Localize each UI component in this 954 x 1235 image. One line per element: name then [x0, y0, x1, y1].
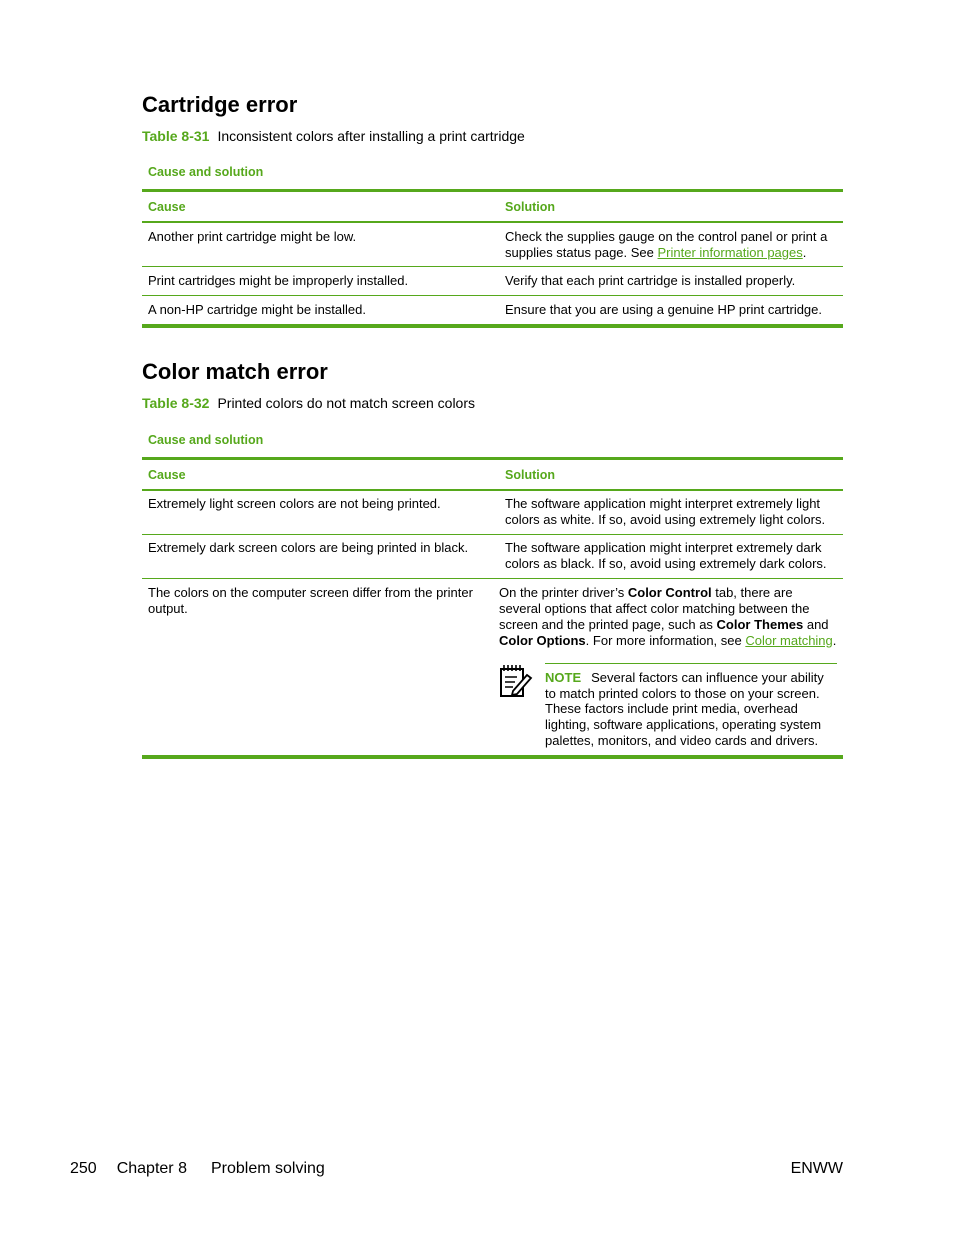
color-themes-term: Color Themes: [716, 617, 804, 632]
note-body: [545, 663, 837, 757]
table-row: [142, 491, 843, 535]
solution-cell: Ensure that you are using a genuine HP print cartridge.: [505, 302, 823, 317]
table-row: [142, 579, 843, 755]
solution-text-end: .: [802, 245, 807, 260]
table-number: Table 8-32: [142, 395, 210, 411]
table-number: Table 8-31: [142, 128, 210, 144]
table-bottom-rule: [142, 324, 843, 328]
column-header-solution: Solution: [505, 468, 555, 482]
table-header-row: [142, 192, 843, 223]
solution-text: On the printer driver’s: [499, 585, 628, 600]
cartridge-error-table: [142, 163, 843, 328]
solution-cell: Verify that each print cartridge is installed properly.: [505, 273, 796, 288]
solution-text: . For more information, see: [585, 633, 746, 648]
solution-paragraph: [499, 585, 837, 649]
page-footer: [70, 1159, 843, 1179]
cause-cell: A non-HP cartridge might be installed.: [148, 302, 366, 317]
table-row: [142, 223, 843, 267]
solution-cell: The software application might interpret extremely dark colors as black. If so, avoid using extremely dark colors.: [505, 540, 827, 571]
column-header-solution: Solution: [505, 200, 555, 214]
cause-cell: Print cartridges might be improperly installed.: [148, 273, 409, 288]
printer-information-pages-link[interactable]: Printer information pages: [657, 245, 803, 260]
cause-cell: The colors on the computer screen differ from the printer output.: [148, 585, 473, 616]
solution-text-end: .: [832, 633, 837, 648]
table-caption: [142, 127, 525, 145]
chapter-title: Problem solving: [210, 1160, 325, 1177]
color-options-term: Color Options: [499, 633, 586, 648]
table-title: Printed colors do not match screen colors: [217, 395, 476, 411]
section-heading-cartridge-error: Cartridge error: [142, 92, 298, 117]
color-matching-link[interactable]: Color matching: [745, 633, 833, 648]
solution-cell: [499, 223, 843, 266]
section-heading-color-match-error: Color match error: [142, 359, 328, 384]
note-pad-icon: [499, 663, 545, 703]
note-text: Several factors can influence your ability to match printed colors to those on your screen. These factors include print media, overhead lighting, software applications, operating system palettes, monitors, and video cards and drivers.: [545, 670, 824, 748]
column-header-cause: Cause: [148, 468, 186, 482]
table-title: Inconsistent colors after installing a print cartridge: [217, 128, 525, 144]
cause-cell: Extremely light screen colors are not being printed.: [148, 496, 441, 511]
table-row: [142, 296, 843, 324]
table-row: [142, 267, 843, 296]
footer-right-label: ENWW: [790, 1160, 843, 1177]
table-subcaption: Cause and solution: [148, 165, 264, 179]
page-number: 250: [70, 1160, 97, 1177]
table-subcaption: Cause and solution: [148, 433, 264, 447]
table-header-row: [142, 460, 843, 491]
table-caption: [142, 394, 475, 412]
solution-cell: [493, 579, 843, 755]
cause-cell: Extremely dark screen colors are being printed in black.: [148, 540, 469, 555]
solution-text: Check the supplies gauge on the control panel or print a supplies status page. See: [505, 229, 828, 260]
cause-cell: Another print cartridge might be low.: [148, 229, 357, 244]
table-row: [142, 535, 843, 579]
solution-cell: The software application might interpret extremely light colors as white. If so, avoid using extremely light colors.: [505, 496, 826, 527]
solution-text: tab, there are several options that affect color matching between the screen and the printed page, such as: [499, 585, 810, 632]
chapter-label: Chapter 8: [116, 1160, 187, 1177]
color-control-term: Color Control: [627, 585, 712, 600]
color-match-error-table: [142, 431, 843, 759]
note-box: [499, 663, 837, 757]
solution-text: and: [803, 617, 829, 632]
note-label: NOTE: [545, 670, 582, 685]
column-header-cause: Cause: [148, 200, 186, 214]
